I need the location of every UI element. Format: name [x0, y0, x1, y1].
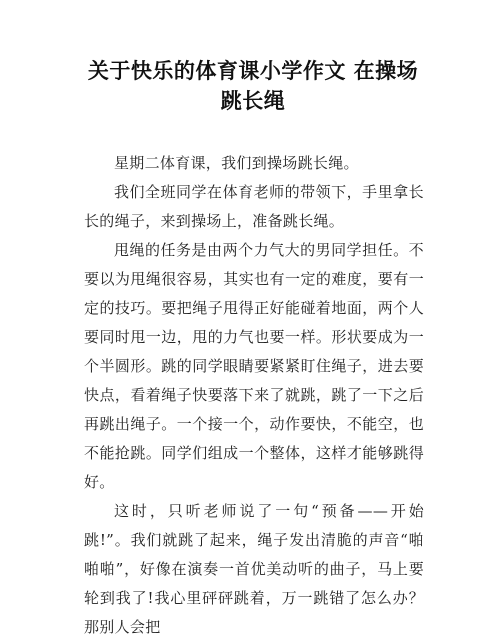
document-body [84, 149, 424, 642]
document-title: 关于快乐的体育课小学作文 在操场跳长绳 [87, 59, 419, 113]
paragraph-3: 甩绳的任务是由两个力气大的男同学担任。不要以为甩绳很容易，其实也有一定的难度，要有一定的技巧。要把绳子甩得正好能碰着地面，两个人要同时甩一边，甩的力气也要一样。形状要成为一个半圆形。跳的同学眼睛要紧紧盯住绳子，进去要快点，看着绳子快要落下来了就跳，跳了一下之后再跳出绳子。一个接一个，动作要快，不能空，也不能抢跳。同学们组成一个整体，这样才能够跳得好。 [84, 241, 424, 491]
paragraph-1: 星期二体育课，我们到操场跳长绳。 [114, 154, 359, 172]
paragraph-4: 这时，只听老师说了一句“预备——开始跳!”。我们就跳了起来，绳子发出清脆的声音“啪啪啪”，好像在演奏一首优美动听的曲子，马上要轮到我了!我心里砰砰跳着，万一跳错了怎么办？那别人会把 [84, 502, 424, 636]
paragraph-2: 我们全班同学在体育老师的带领下，手里拿长长的绳子，来到操场上，准备跳长绳。 [84, 183, 424, 230]
